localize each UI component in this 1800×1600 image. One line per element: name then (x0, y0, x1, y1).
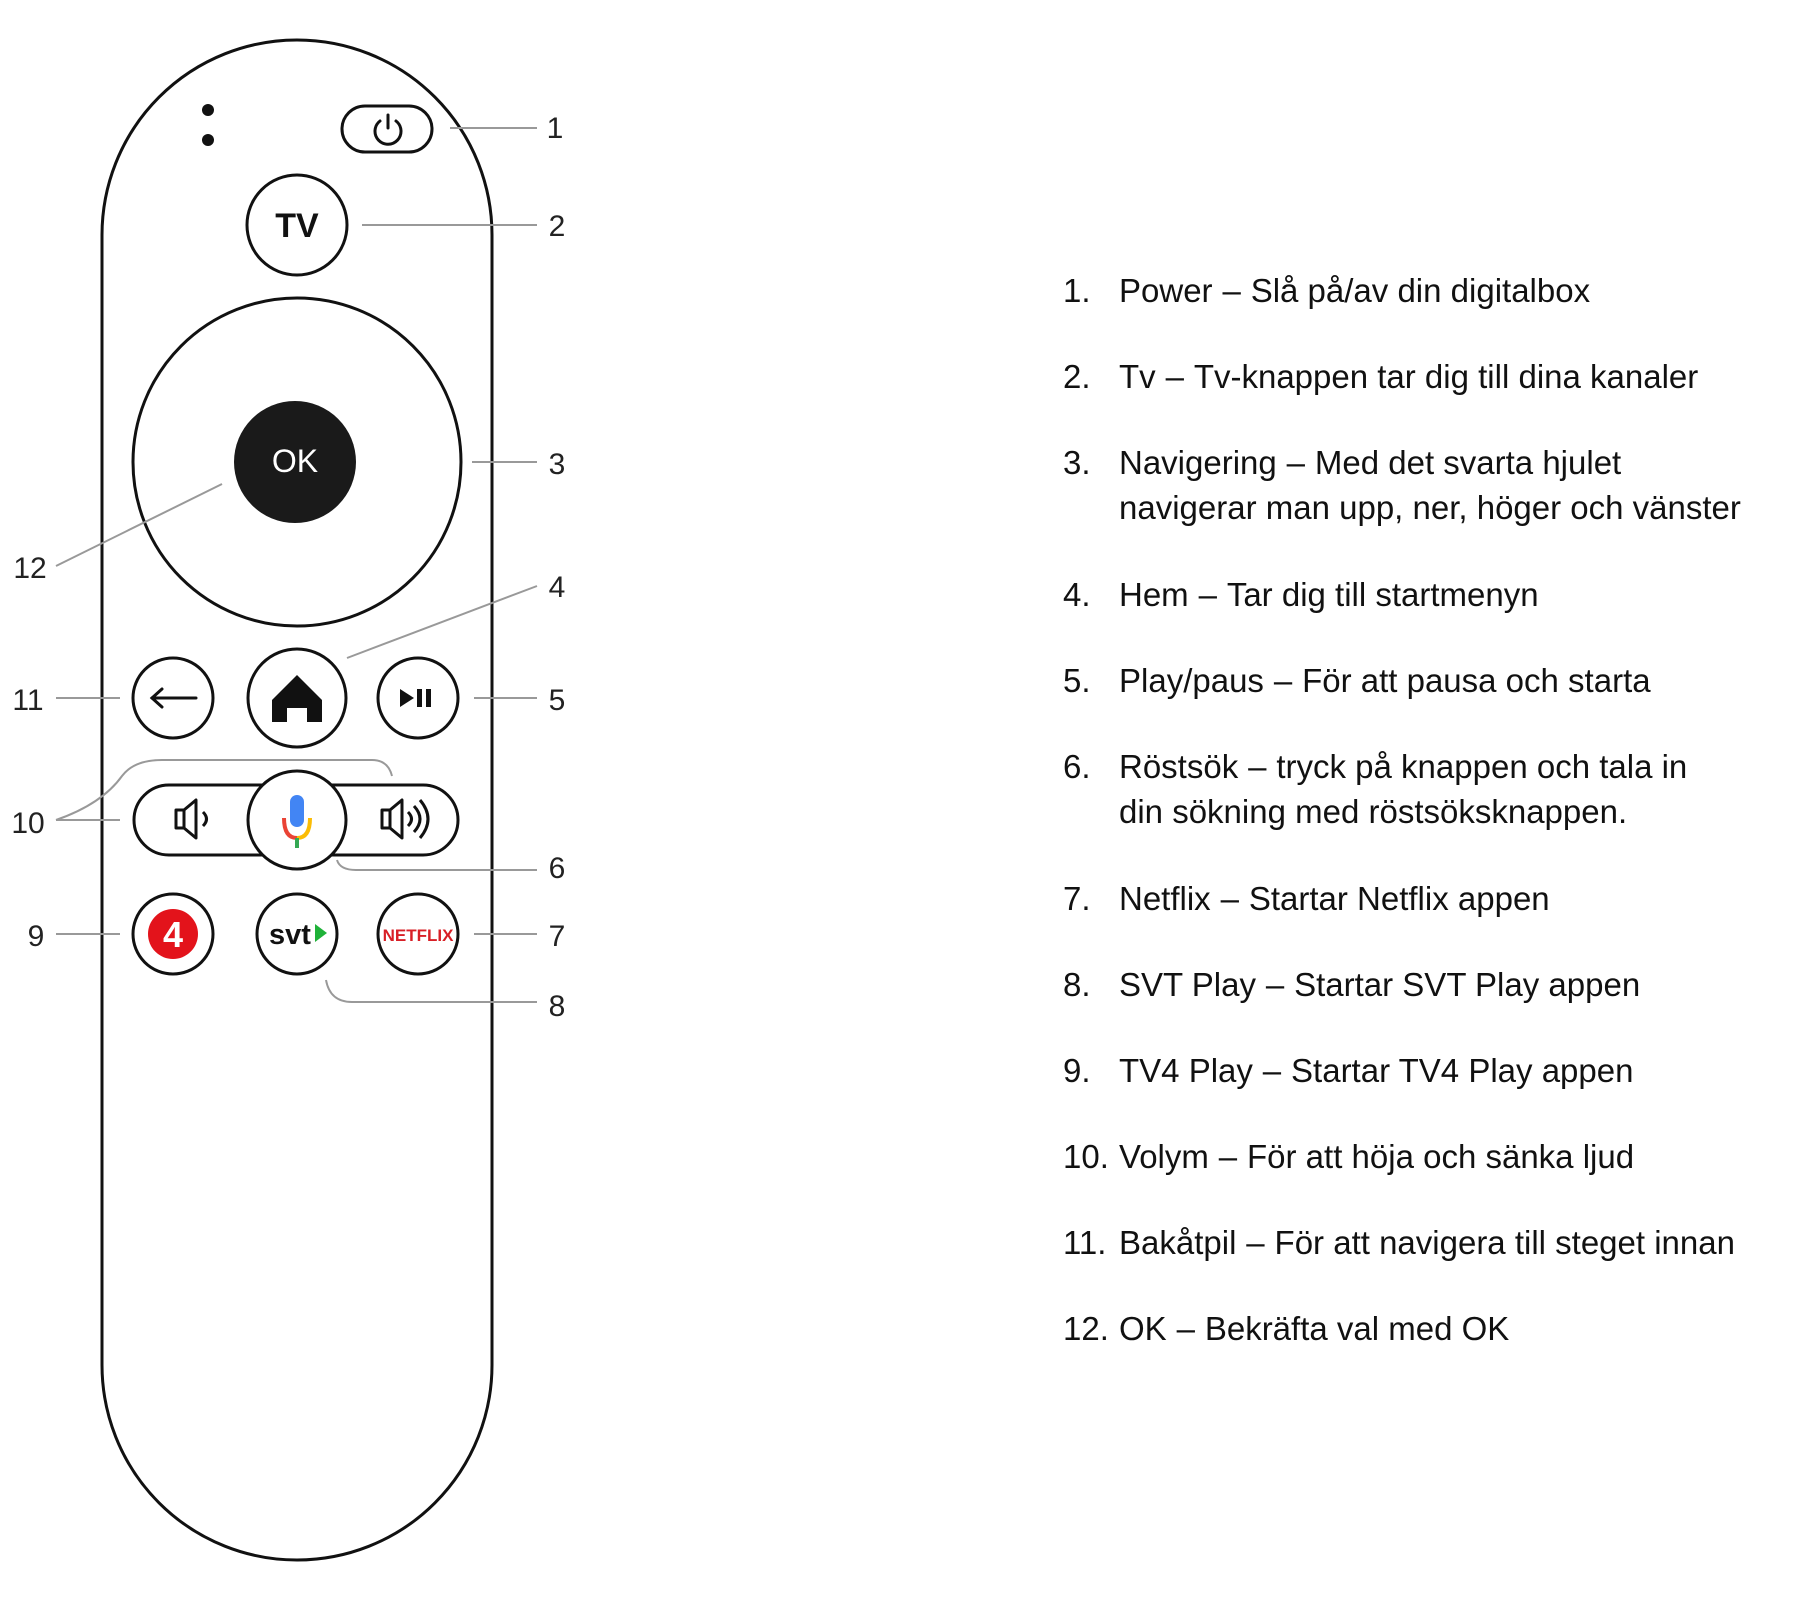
legend-body (1119, 1048, 1800, 1093)
ok-button[interactable] (234, 401, 356, 523)
legend-text: För att pausa och starta (1302, 662, 1651, 699)
legend-separator: – (1262, 1052, 1282, 1089)
ok-button-label: OK (271, 443, 319, 479)
legend-text: Bekräfta val med OK (1204, 1310, 1510, 1347)
legend-number: 8. (1063, 966, 1091, 1003)
legend-separator: – (1248, 748, 1267, 785)
legend-text: Tv-knappen tar dig till dina kanaler (1193, 358, 1699, 395)
legend-number: 3. (1063, 444, 1091, 481)
legend-term: Tv (1119, 358, 1156, 395)
tv-button[interactable] (247, 175, 347, 275)
legend-term: Netflix (1119, 880, 1211, 917)
legend-body (1119, 744, 1800, 834)
legend-separator: – (1176, 1310, 1195, 1347)
legend-term: TV4 Play (1119, 1052, 1253, 1089)
legend-text: För att navigera till steget innan (1274, 1224, 1735, 1261)
back-button[interactable] (133, 658, 213, 738)
legend-body (1119, 962, 1800, 1007)
legend-number: 12. (1063, 1310, 1109, 1347)
svt-button[interactable] (257, 894, 337, 974)
legend-body (1119, 268, 1800, 313)
legend-text-line2: navigerar man upp, ner, höger och vänster (1119, 489, 1741, 526)
legend-separator: – (1220, 880, 1239, 917)
callout-8: 8 (548, 990, 566, 1023)
legend-separator: – (1198, 576, 1217, 613)
legend-text: Slå på/av din digitalbox (1250, 272, 1591, 309)
callout-2: 2 (548, 210, 566, 243)
legend-number: 11. (1063, 1224, 1107, 1261)
legend-body (1119, 1134, 1800, 1179)
legend-number: 4. (1063, 576, 1091, 613)
legend-number: 7. (1063, 880, 1091, 917)
power-button[interactable] (342, 106, 432, 152)
indicator-dot-bottom (202, 134, 214, 146)
callout-1: 1 (546, 112, 564, 145)
legend-body (1119, 876, 1800, 921)
legend-text-line2: din sökning med röstsöksknappen. (1119, 793, 1628, 830)
legend-number: 6. (1063, 748, 1091, 785)
legend-term: Power (1119, 272, 1213, 309)
voice-search-button[interactable] (248, 771, 346, 869)
legend-text: Tar dig till startmenyn (1226, 576, 1539, 613)
legend-separator: – (1222, 272, 1241, 309)
legend-text: Med det svarta hjulet (1314, 444, 1622, 481)
legend-term: Navigering (1119, 444, 1277, 481)
legend-number: 10. (1063, 1138, 1109, 1175)
legend-term: OK (1119, 1310, 1167, 1347)
legend-term: Hem (1119, 576, 1189, 613)
home-button[interactable] (248, 649, 346, 747)
legend-term: Play/paus (1119, 662, 1264, 699)
legend-text: För att höja och sänka ljud (1247, 1138, 1635, 1175)
legend-body (1119, 1220, 1800, 1265)
callout-10: 10 (11, 807, 45, 840)
callout-11: 11 (12, 684, 44, 717)
tv4-button[interactable] (133, 894, 213, 974)
callout-3: 3 (548, 448, 566, 481)
legend-term: Röstsök (1119, 748, 1239, 785)
legend-body (1119, 440, 1800, 530)
svt-logo-label: svt (269, 919, 311, 951)
legend-body (1119, 658, 1800, 703)
legend-text: Startar SVT Play appen (1294, 966, 1641, 1003)
legend-separator: – (1246, 1224, 1265, 1261)
legend-term: Volym (1119, 1138, 1209, 1175)
tv-button-label: TV (275, 207, 319, 245)
callout-9: 9 (27, 920, 45, 953)
legend-number: 9. (1063, 1052, 1091, 1089)
legend-separator: – (1265, 966, 1285, 1003)
legend-body (1119, 354, 1800, 399)
legend-term: Bakåtpil (1119, 1224, 1237, 1261)
callout-4: 4 (548, 571, 566, 604)
indicator-dot-top (202, 104, 214, 116)
legend-text: Startar Netflix appen (1248, 880, 1550, 917)
play-pause-button[interactable] (378, 658, 458, 738)
legend-body (1119, 1306, 1800, 1351)
callout-5: 5 (548, 684, 566, 717)
legend-separator: – (1165, 358, 1184, 395)
tv4-logo-label: 4 (162, 914, 184, 955)
callout-12: 12 (13, 552, 47, 585)
legend-text: tryck på knappen och tala in (1276, 748, 1688, 785)
netflix-logo-label: NETFLIX (382, 926, 454, 945)
callout-7: 7 (548, 920, 566, 953)
legend-text: Startar TV4 Play appen (1291, 1052, 1634, 1089)
legend-separator: – (1273, 662, 1293, 699)
legend-separator: – (1286, 444, 1305, 481)
legend-number: 5. (1063, 662, 1091, 699)
legend-number: 1. (1063, 272, 1091, 309)
legend-number: 2. (1063, 358, 1091, 395)
legend-separator: – (1218, 1138, 1238, 1175)
netflix-button[interactable] (378, 894, 458, 974)
callout-6: 6 (548, 852, 566, 885)
legend-body (1119, 572, 1800, 617)
legend-term: SVT Play (1119, 966, 1256, 1003)
